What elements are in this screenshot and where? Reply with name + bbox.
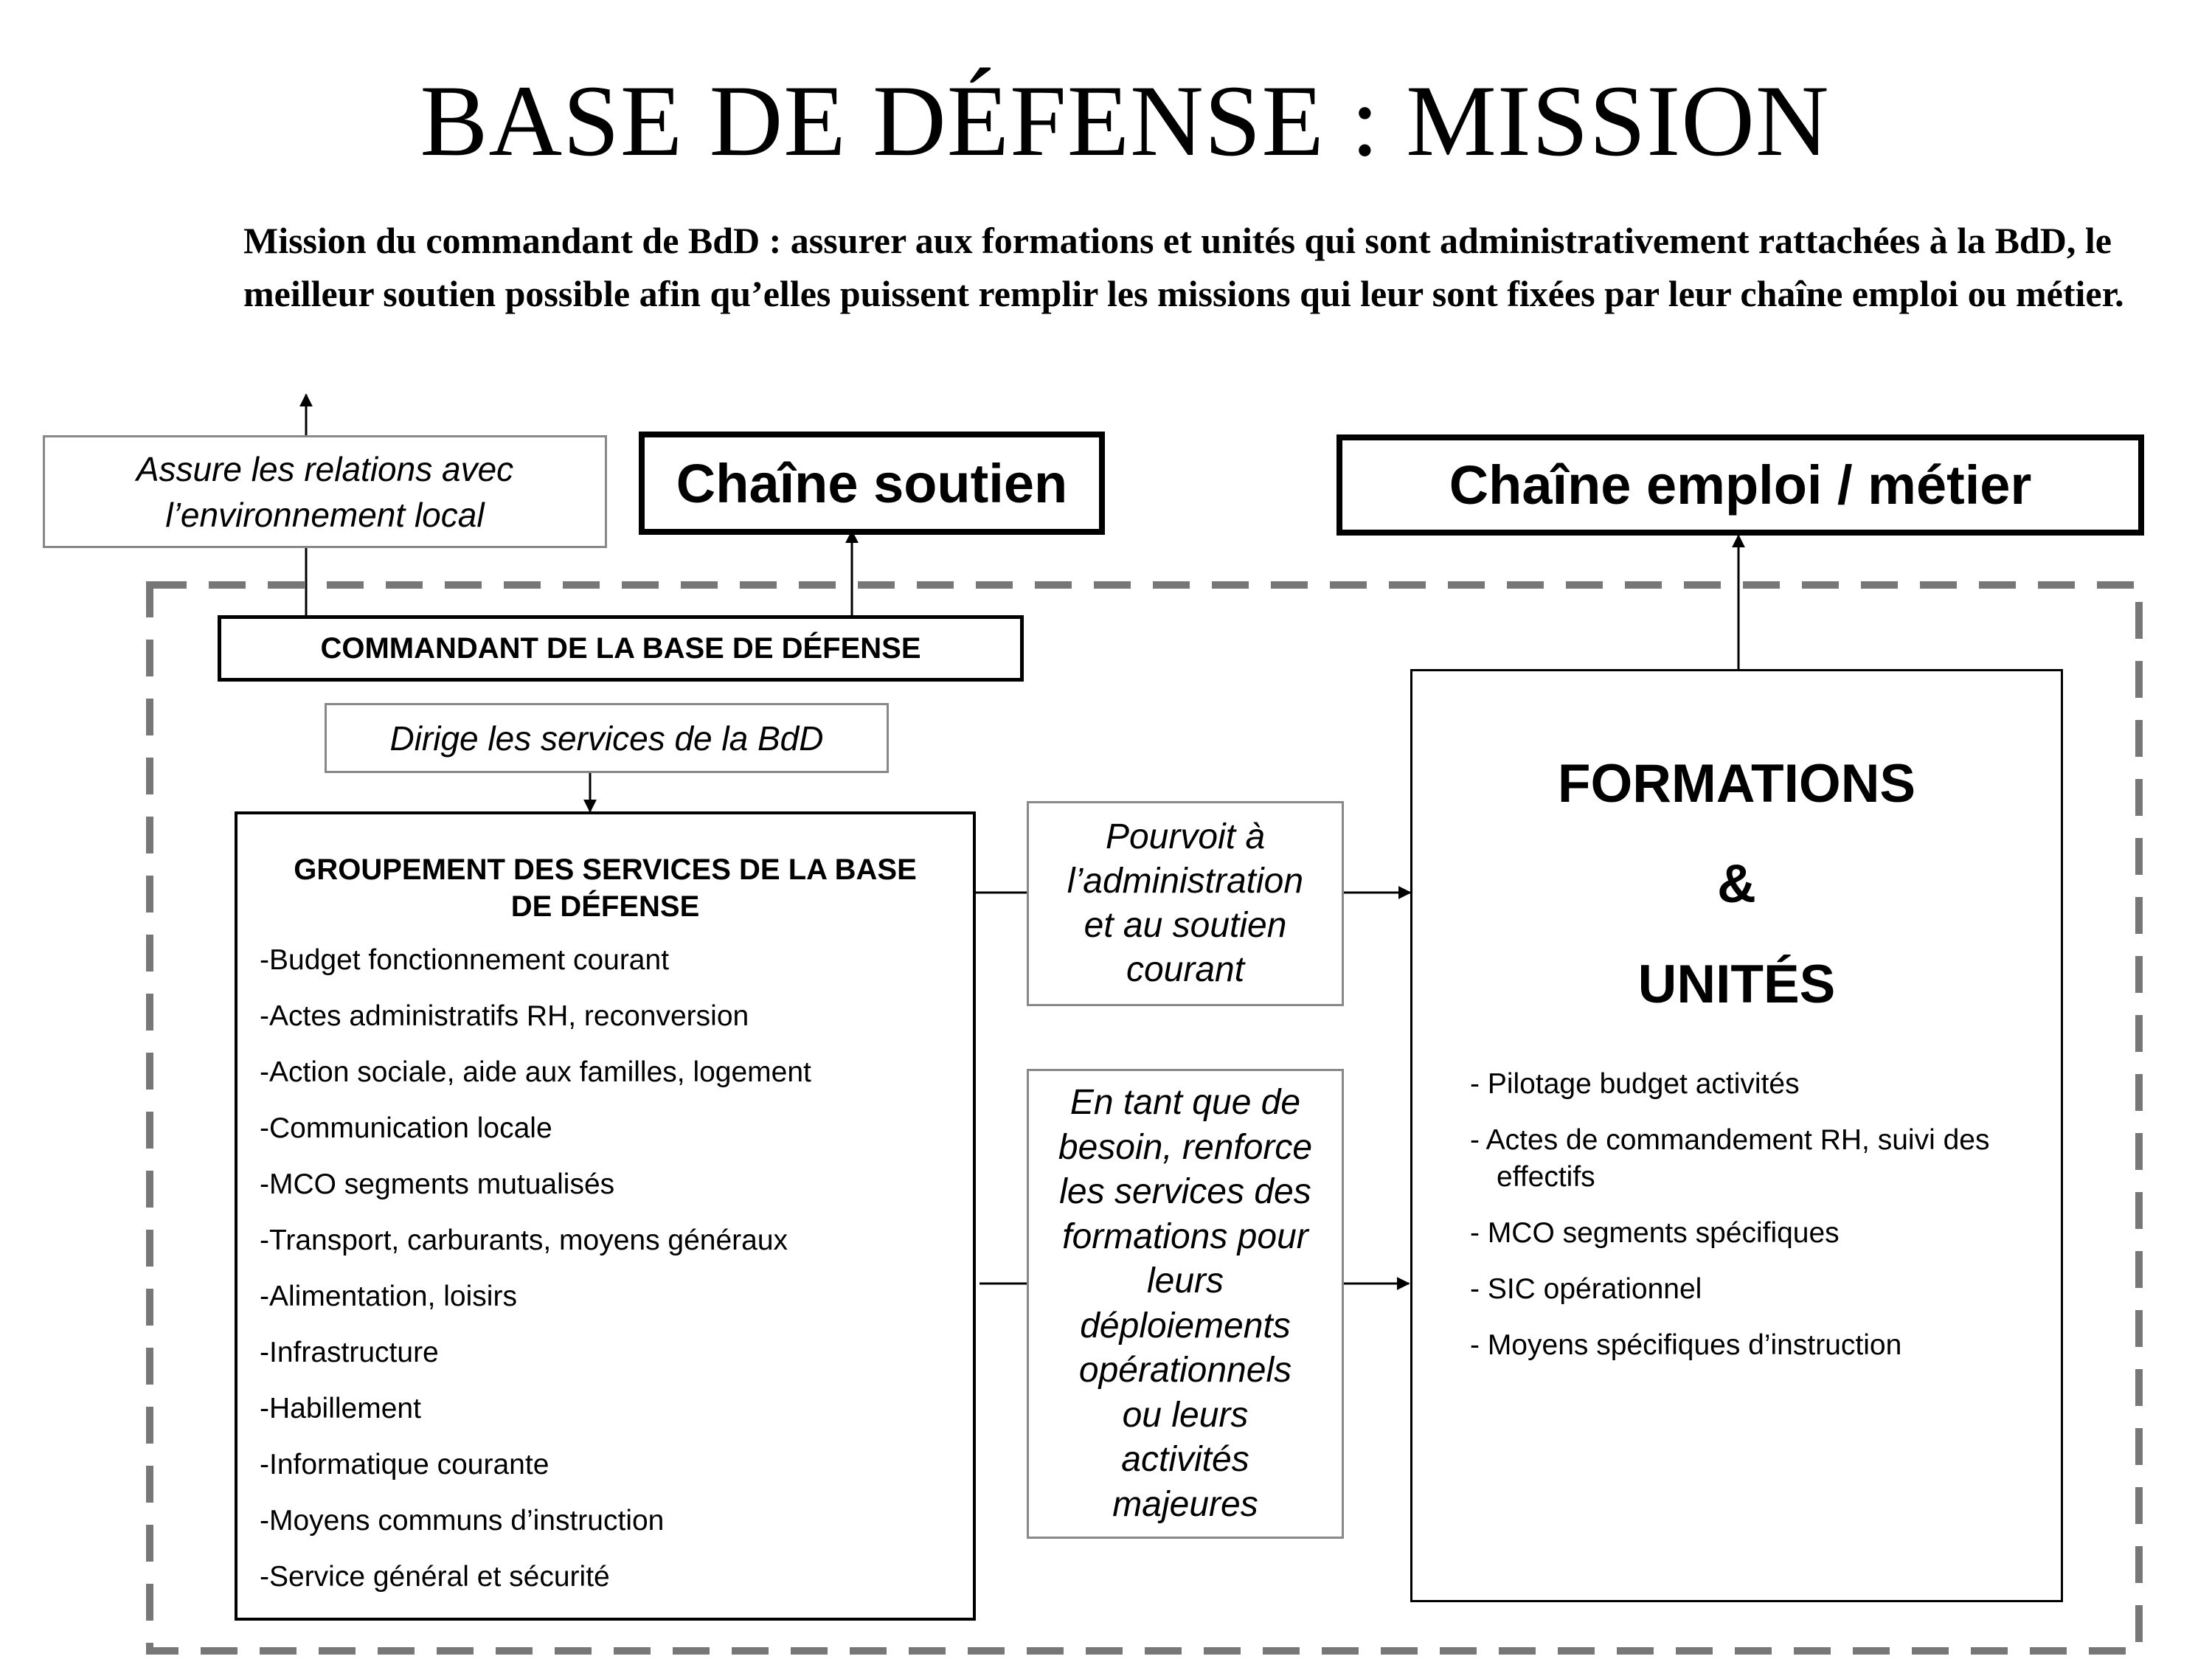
list-item: - Actes de commandement RH, suivi des effectifs (1470, 1124, 1990, 1193)
list-item: - Pilotage budget activités (1470, 1068, 1800, 1100)
formations-heading-line-2: & (1717, 854, 1756, 914)
mission-statement: Mission du commandant de BdD : assurer aux formations et unités qui sont administrativement rattachées à la BdD, le meilleur soutien possible afin qu’elles puissent remplir les missions qui leur sont fixées par leur chaîne emploi ou métier. (243, 220, 2124, 314)
list-item: - MCO segments spécifiques (1470, 1217, 1840, 1249)
list-item: -Alimentation, loisirs (260, 1281, 517, 1312)
list-item: -Informatique courante (260, 1449, 549, 1480)
formations-heading-line-1: FORMATIONS (1557, 754, 1916, 814)
renforce-line: activités (1121, 1440, 1249, 1479)
renforce-line: ou leurs (1122, 1395, 1249, 1435)
list-item: -Habillement (260, 1393, 421, 1424)
renforce-line: opérationnels (1078, 1351, 1292, 1390)
formations-box (1410, 669, 2063, 1602)
relations-line-1: Assure les relations avec (136, 449, 514, 488)
pourvoit-line: l’administration (1067, 862, 1304, 901)
formations-responsibilities-list (1470, 1066, 2001, 1383)
list-item: -Transport, carburants, moyens généraux (260, 1225, 788, 1256)
list-item: -Action sociale, aide aux familles, logement (260, 1056, 811, 1088)
pourvoit-line: courant (1126, 950, 1245, 989)
list-item: -MCO segments mutualisés (260, 1168, 615, 1200)
relations-line-2: l’environnement local (165, 495, 485, 534)
groupement-title-line-2: DE DÉFENSE (510, 890, 700, 923)
renforce-box (1027, 1069, 1344, 1539)
renforce-line: En tant que de (1069, 1083, 1301, 1122)
relations-box (43, 435, 607, 548)
renforce-line: déploiements (1080, 1306, 1291, 1345)
list-item: -Budget fonctionnement courant (260, 944, 670, 976)
pourvoit-line: et au soutien (1084, 906, 1287, 945)
groupement-title (260, 851, 973, 925)
list-item: -Actes administratifs RH, reconversion (260, 1000, 749, 1032)
groupement-title-line-1: GROUPEMENT DES SERVICES DE LA BASE (294, 853, 917, 886)
chaine-emploi-box: Chaîne emploi / métier (1336, 434, 2144, 536)
list-item: - SIC opérationnel (1470, 1273, 1702, 1305)
renforce-line: leurs (1146, 1261, 1224, 1300)
pourvoit-line: Pourvoit à (1105, 817, 1266, 856)
renforce-line: besoin, renforce (1058, 1127, 1313, 1167)
chaine-soutien-box: Chaîne soutien (639, 432, 1105, 535)
list-item: - Moyens spécifiques d’instruction (1470, 1329, 1902, 1361)
groupement-box (235, 811, 976, 1621)
renforce-line: majeures (1112, 1484, 1258, 1524)
list-item: -Communication locale (260, 1112, 552, 1144)
dirige-box: Dirige les services de la BdD (325, 703, 889, 773)
list-item: -Service général et sécurité (260, 1561, 610, 1593)
formations-heading (1412, 734, 2061, 1035)
list-item: -Moyens communs d’instruction (260, 1505, 665, 1537)
page-title: BASE DE DÉFENSE : MISSION (420, 64, 1830, 177)
groupement-services-list (260, 932, 973, 1605)
list-item: -Infrastructure (260, 1337, 439, 1368)
commandant-box: COMMANDANT DE LA BASE DE DÉFENSE (218, 615, 1024, 682)
pourvoit-box (1027, 801, 1344, 1006)
renforce-line: formations pour (1062, 1216, 1308, 1256)
formations-heading-line-3: UNITÉS (1637, 955, 1836, 1014)
renforce-line: les services des (1059, 1172, 1311, 1211)
